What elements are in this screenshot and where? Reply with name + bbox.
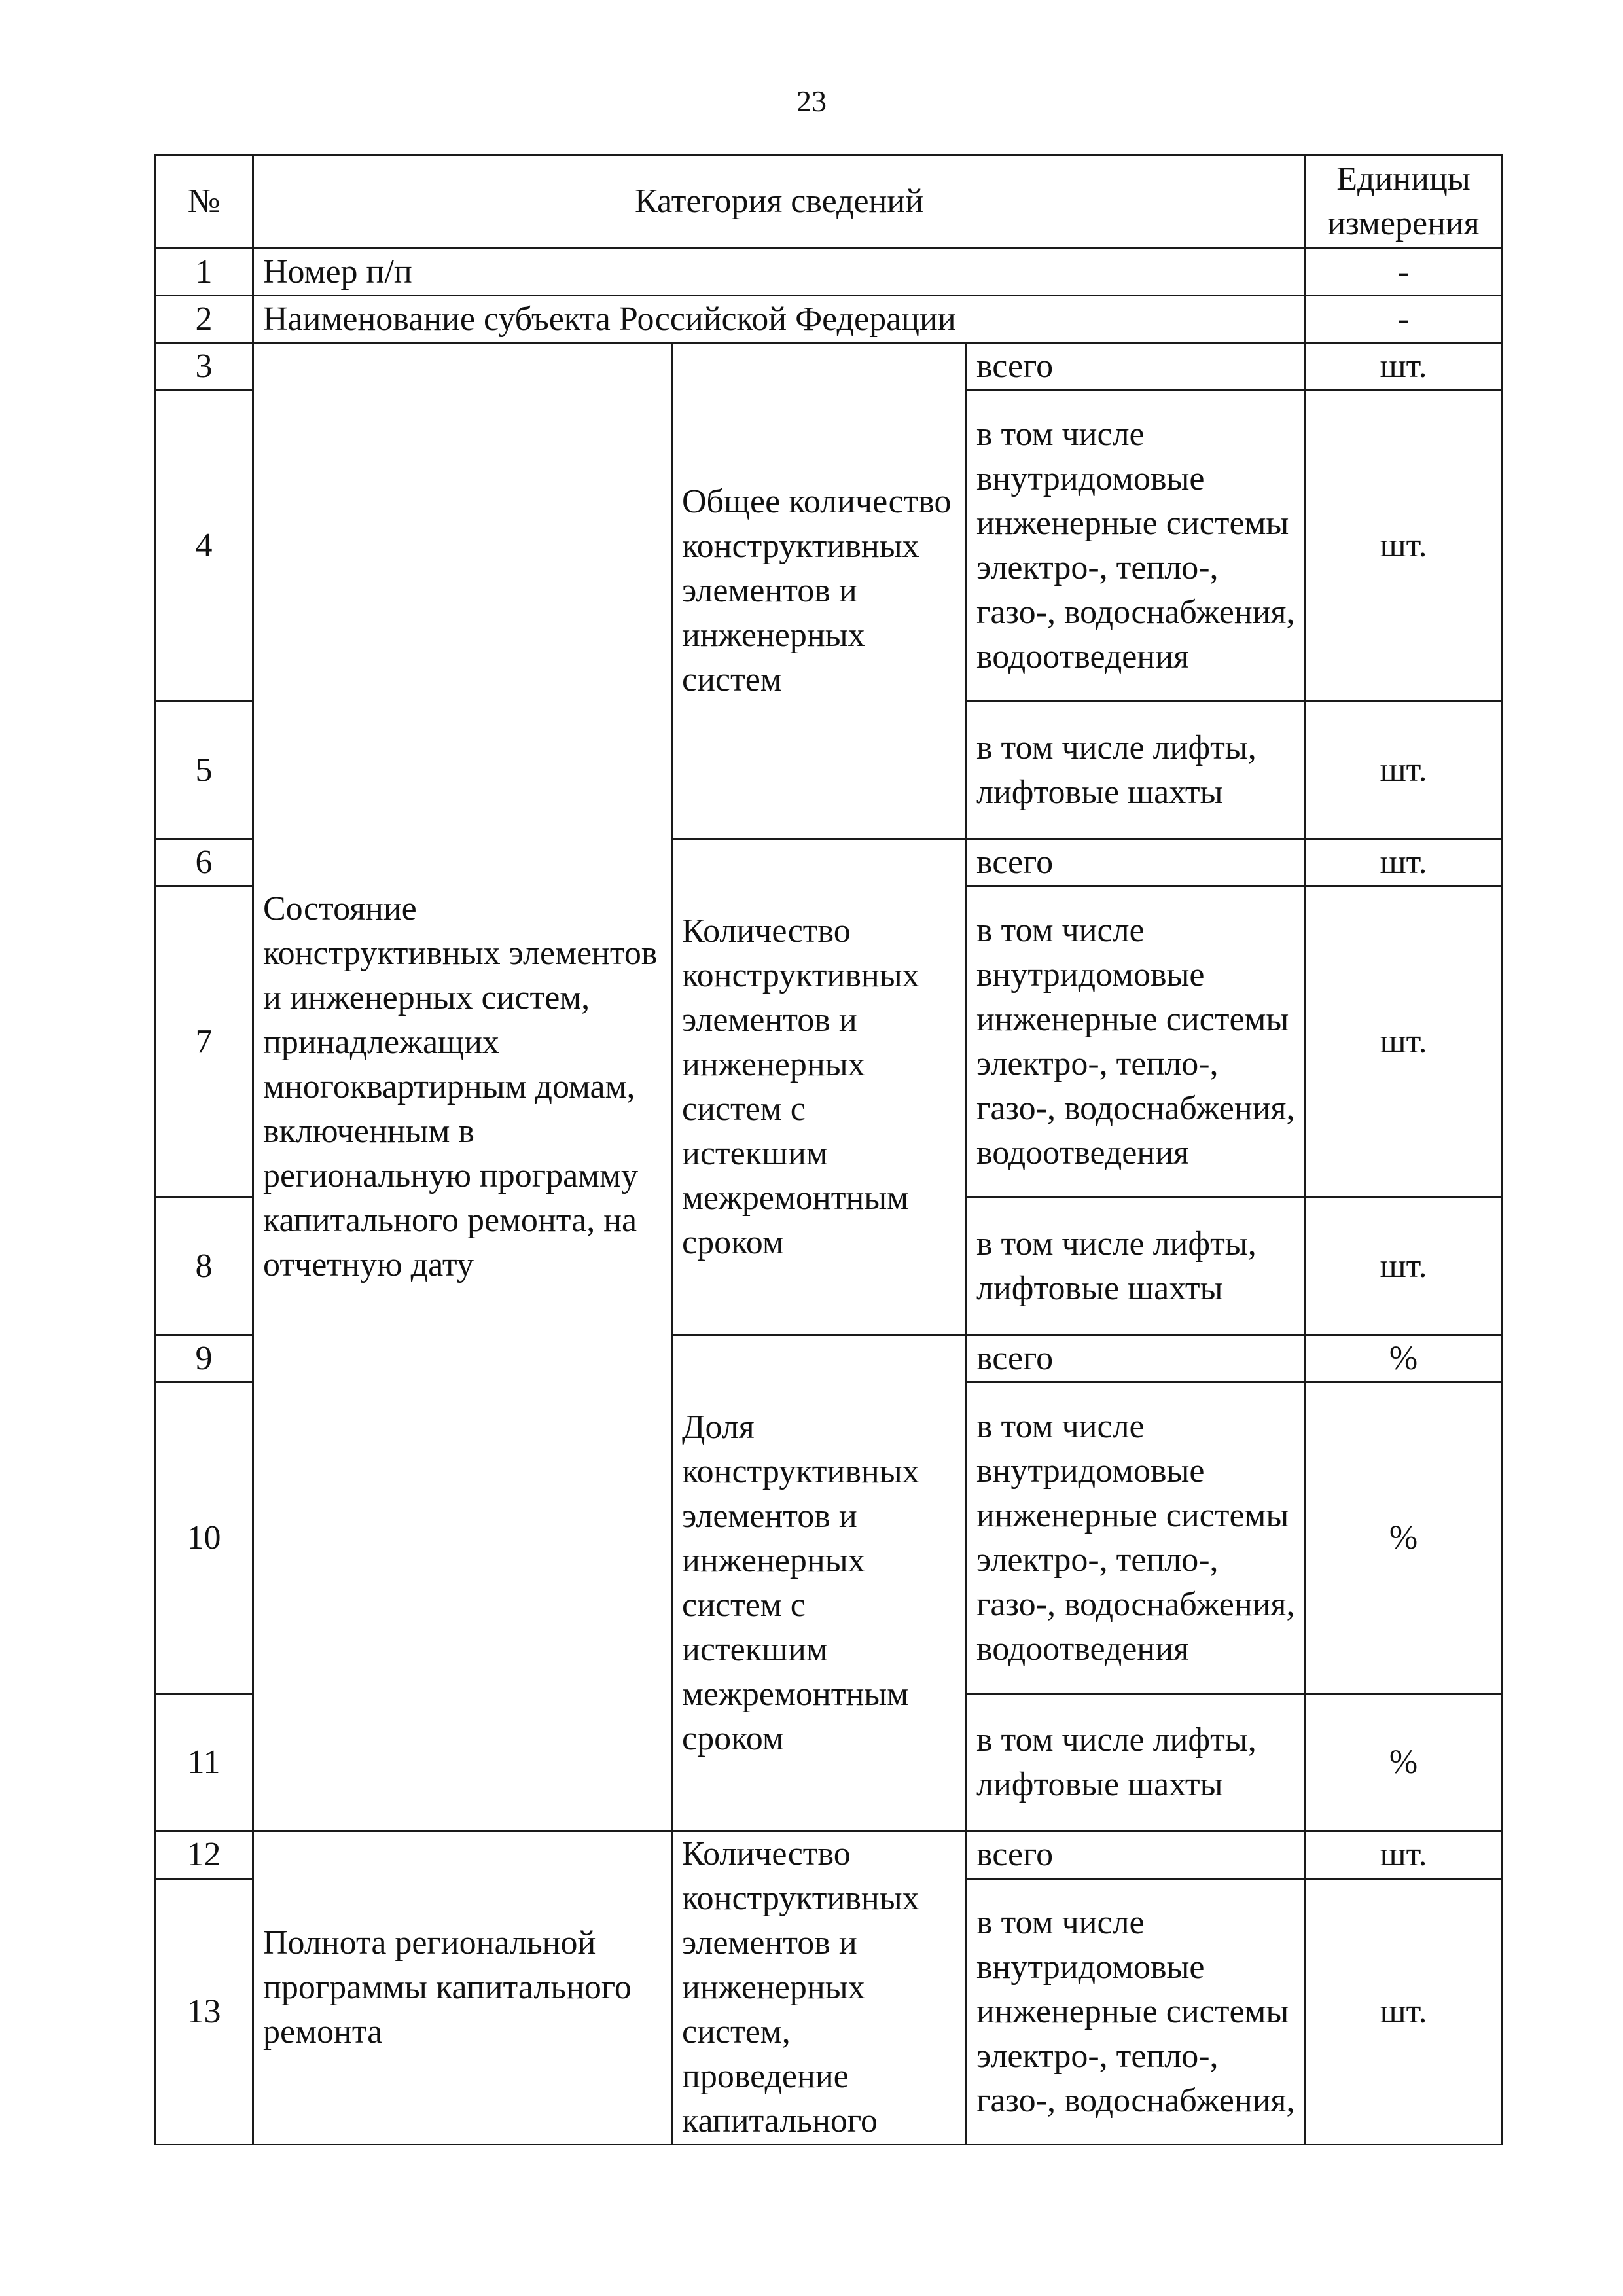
row-number: 4 (155, 390, 253, 702)
group-program-completeness: Полнота региональной программы капитального ремонта (253, 1831, 672, 2145)
row-number: 8 (155, 1198, 253, 1335)
row-number: 2 (155, 296, 253, 343)
row-detail: всего (967, 343, 1306, 390)
table-row (155, 249, 1502, 296)
row-unit: шт. (1306, 839, 1502, 886)
row-detail: всего (967, 1831, 1306, 1880)
header-unit: Единицы измерения (1306, 155, 1502, 249)
row-number: 3 (155, 343, 253, 390)
subgroup-expired-count: Количество конструктивных элементов и инженерных систем с истекшим межремонтным сроком (672, 839, 967, 1335)
row-unit: шт. (1306, 1198, 1502, 1335)
row-number: 11 (155, 1694, 253, 1831)
data-category-table (154, 154, 1503, 2145)
table-row (155, 343, 1502, 390)
row-label: Наименование субъекта Российской Федерации (253, 296, 1306, 343)
table-row (155, 1831, 1502, 1880)
row-unit: шт. (1306, 702, 1502, 839)
subgroup-total-count: Общее количество конструктивных элементов и инженерных систем (672, 343, 967, 839)
row-unit: % (1306, 1694, 1502, 1831)
header-category: Категория сведений (253, 155, 1306, 249)
row-detail: в том числе внутридомовые инженерные системы электро-, тепло-, газо-, водоснабжения, водоотведения (967, 1382, 1306, 1694)
row-number: 9 (155, 1335, 253, 1382)
header-number: № (155, 155, 253, 249)
row-detail: в том числе лифты, лифтовые шахты (967, 702, 1306, 839)
row-detail: в том числе внутридомовые инженерные системы электро-, тепло-, газо-, водоснабжения, водоотведения (967, 390, 1306, 702)
group-state-of-elements: Состояние конструктивных элементов и инженерных систем, принадлежащих многоквартирным домам, включенным в региональную программу капитального ремонта, на отчетную дату (253, 343, 672, 1831)
row-number: 5 (155, 702, 253, 839)
row-number: 6 (155, 839, 253, 886)
page-number: 23 (796, 84, 827, 118)
row-detail: в том числе лифты, лифтовые шахты (967, 1198, 1306, 1335)
row-unit: шт. (1306, 390, 1502, 702)
row-unit: шт. (1306, 343, 1502, 390)
row-detail: в том числе внутридомовые инженерные системы электро-, тепло-, газо-, водоснабжения, (967, 1879, 1306, 2144)
row-label: Номер п/п (253, 249, 1306, 296)
table-row (155, 296, 1502, 343)
row-unit: - (1306, 296, 1502, 343)
row-number: 13 (155, 1879, 253, 2144)
row-unit: % (1306, 1335, 1502, 1382)
row-detail: в том числе внутридомовые инженерные системы электро-, тепло-, газо-, водоснабжения, водоотведения (967, 886, 1306, 1198)
row-number: 10 (155, 1382, 253, 1694)
table-header-row (155, 155, 1502, 249)
row-detail: всего (967, 839, 1306, 886)
row-number: 12 (155, 1831, 253, 1880)
row-detail: в том числе лифты, лифтовые шахты (967, 1694, 1306, 1831)
row-unit: шт. (1306, 886, 1502, 1198)
row-unit: шт. (1306, 1831, 1502, 1880)
subgroup-repair-count: Количество конструктивных элементов и инженерных систем, проведение капитального (672, 1831, 967, 2145)
row-detail: всего (967, 1335, 1306, 1382)
subgroup-expired-share: Доля конструктивных элементов и инженерных систем с истекшим межремонтным сроком (672, 1335, 967, 1831)
row-unit: % (1306, 1382, 1502, 1694)
row-number: 7 (155, 886, 253, 1198)
row-number: 1 (155, 249, 253, 296)
row-unit: - (1306, 249, 1502, 296)
row-unit: шт. (1306, 1879, 1502, 2144)
